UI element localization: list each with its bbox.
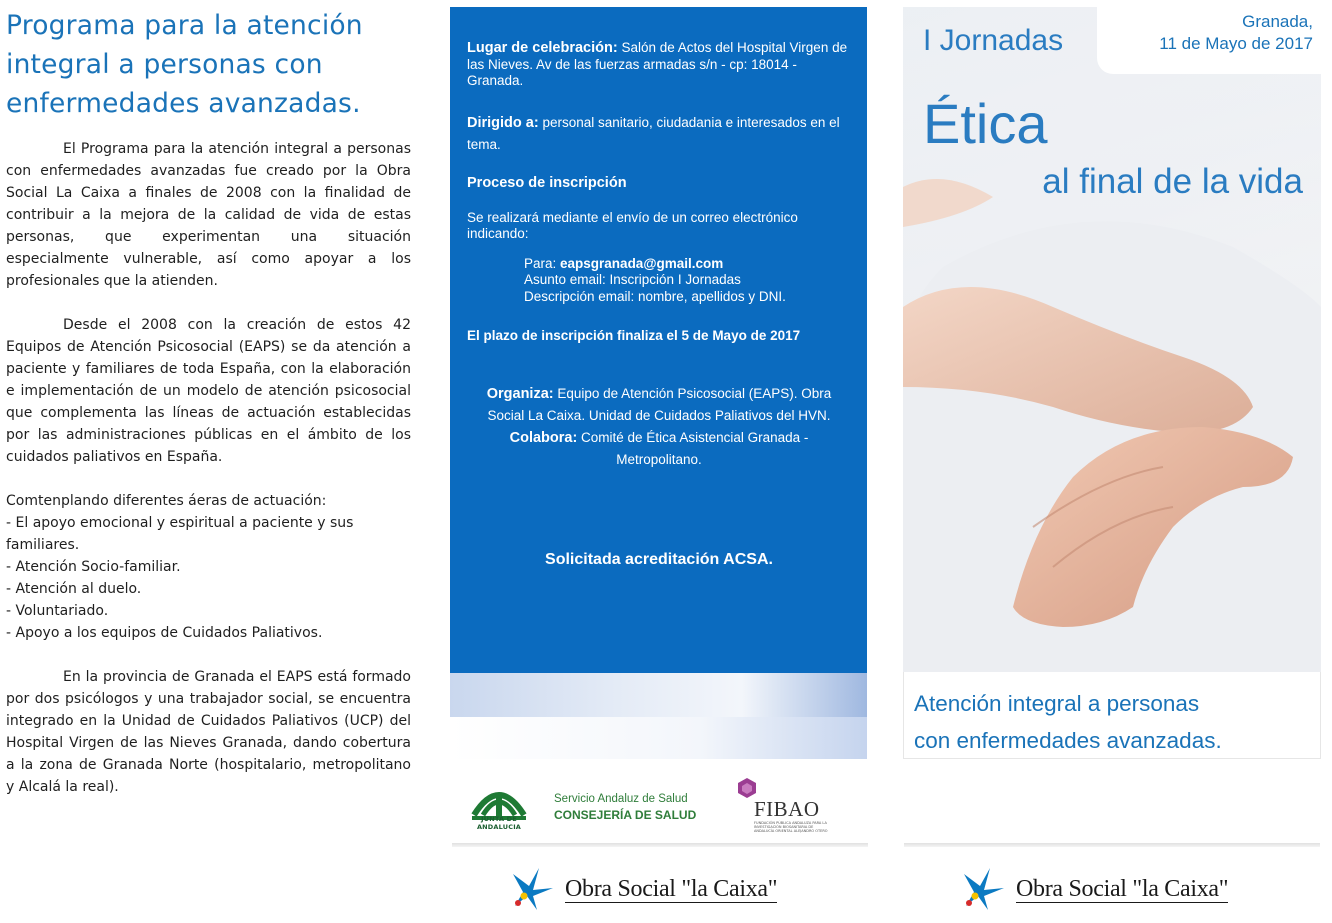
description-line: Descripción email: nombre, apellidos y DNI. (524, 288, 786, 304)
areas-intro: Comtenplando diferentes áeras de actuación: (6, 493, 327, 509)
list-item: - El apoyo emocional y espiritual a paciente y sus familiares. (6, 515, 354, 553)
colabora-label: Colabora: (509, 430, 578, 446)
fibao-subtitle: FUNDACIÓN PÚBLICA ANDALUZA PARA LA INVESTIGACIÓN BIOSANITARIA DE ANDALUCÍA ORIENTAL ALEJANDRO OTERO (754, 821, 828, 833)
organiza-text: Equipo de Atención Psicosocial (EAPS). Obra Social La Caixa. Unidad de Cuidados Paliativos del HVN. (487, 386, 832, 423)
consejeria-line: CONSEJERÍA DE SALUD (554, 808, 697, 822)
final-vida-subtitle: al final de la vida (1042, 162, 1303, 201)
registration-heading: Proceso de inscripción (467, 174, 627, 191)
subject-line: Asunto email: Inscripción I Jornadas (524, 272, 741, 287)
caption-line: Atención integral a personas (914, 691, 1200, 716)
deadline-text: El plazo de inscripción finaliza el 5 de Mayo de 2017 (467, 328, 801, 343)
cover-caption-text (914, 685, 1222, 759)
la-caixa-star-icon (958, 866, 1010, 912)
registration-details (467, 256, 851, 306)
fibao-logo (736, 777, 836, 833)
la-caixa-logo-middle (507, 866, 777, 912)
footer-divider (452, 843, 868, 847)
venue-text: Salón de Actos del Hospital Virgen de las Nieves. Av de las fuerzas armadas s/n - cp: 18014 - Granada. (467, 40, 848, 88)
program-title: Programa para la atención integral a personas con enfermedades avanzadas. (6, 10, 363, 119)
la-caixa-wordmark: Obra Social "la Caixa" (565, 875, 778, 902)
granada-paragraph: En la provincia de Granada el EAPS está formado por dos psicólogos y una trabajador social, se encuentra integrado en la Unidad de Cuidados Paliativos (UCP) del Hospital Virgen de las Nieves Granada, dando cobertura a la zona de Granada Norte (hospitalario, metropolitano y Alcalá la real). (6, 669, 411, 795)
gradient-stripe (450, 673, 867, 717)
jornadas-title: I Jornadas (923, 24, 1064, 57)
left-column (6, 6, 411, 820)
colabora-text: Comité de Ética Asistencial Granada - Metropolitano. (577, 430, 809, 467)
email-line (524, 256, 851, 273)
la-caixa-logo-right (958, 866, 1228, 912)
la-caixa-wordmark: Obra Social "la Caixa" (1016, 875, 1229, 902)
cover-caption (903, 672, 1321, 759)
organizers-block (467, 383, 851, 471)
list-item: - Apoyo a los equipos de Cuidados Paliativos. (6, 625, 323, 641)
event-info-panel (450, 7, 867, 673)
audience-block (467, 112, 851, 156)
organiza-label: Organiza: (486, 386, 554, 402)
program-body (6, 138, 411, 798)
areas-list (6, 512, 411, 644)
list-item: - Atención Socio-familiar. (6, 559, 181, 575)
event-date (1159, 11, 1313, 55)
sponsor-logos (450, 775, 867, 835)
panel-gradient-band (450, 673, 867, 759)
audience-text: personal sanitario, ciudadania e interesados en el tema. (467, 114, 840, 152)
accreditation-text: Solicitada acreditación ACSA. (545, 551, 773, 568)
cover-panel (903, 7, 1321, 672)
venue-block (467, 40, 851, 90)
list-item: - Voluntariado. (6, 603, 109, 619)
audience-label: Dirigido a: (467, 114, 539, 131)
event-day: 11 de Mayo de 2017 (1159, 34, 1313, 53)
sas-logo (554, 793, 696, 822)
footer-divider (904, 843, 1320, 847)
fibao-wordmark: FIBAO (754, 797, 820, 821)
la-caixa-star-icon (507, 866, 559, 912)
list-item: - Atención al duelo. (6, 581, 142, 597)
venue-label: Lugar de celebración: (467, 40, 618, 56)
sas-line: Servicio Andaluz de Salud (554, 793, 688, 805)
gradient-stripe (450, 717, 867, 759)
junta-caption: JUNTA DE ANDALUCIA (476, 815, 522, 831)
event-city: Granada, (1242, 12, 1313, 31)
history-paragraph: Desde el 2008 con la creación de estos 42 Equipos de Atención Psicosocial (EAPS) se da atención a paciente y familiares de toda España, con la elaboración e implementación de un modelo de atención psicosocial que complementa las líneas de actuación establecidas por las administraciones públicas en el ámbito de los cuidados paliativos en España. (6, 317, 411, 465)
etica-title: Ética (923, 92, 1048, 155)
intro-paragraph: El Programa para la atención integral a personas con enfermedades avanzadas fue creado por la Obra Social La Caixa a finales de 2008 con la finalidad de contribuir a la mejora de la calidad de vida de estas personas, que experimentan una situación especialmente vulnerable, así como apoyar a los profesionales que la atienden. (6, 141, 411, 289)
registration-text: Se realizará mediante el envío de un correo electrónico indicando: (467, 209, 798, 241)
email-label: Para: (524, 255, 561, 271)
email-address[interactable]: eapsgranada@gmail.com (560, 255, 724, 271)
junta-andalucia-logo (468, 779, 530, 831)
caption-line: con enfermedades avanzadas. (914, 728, 1222, 753)
